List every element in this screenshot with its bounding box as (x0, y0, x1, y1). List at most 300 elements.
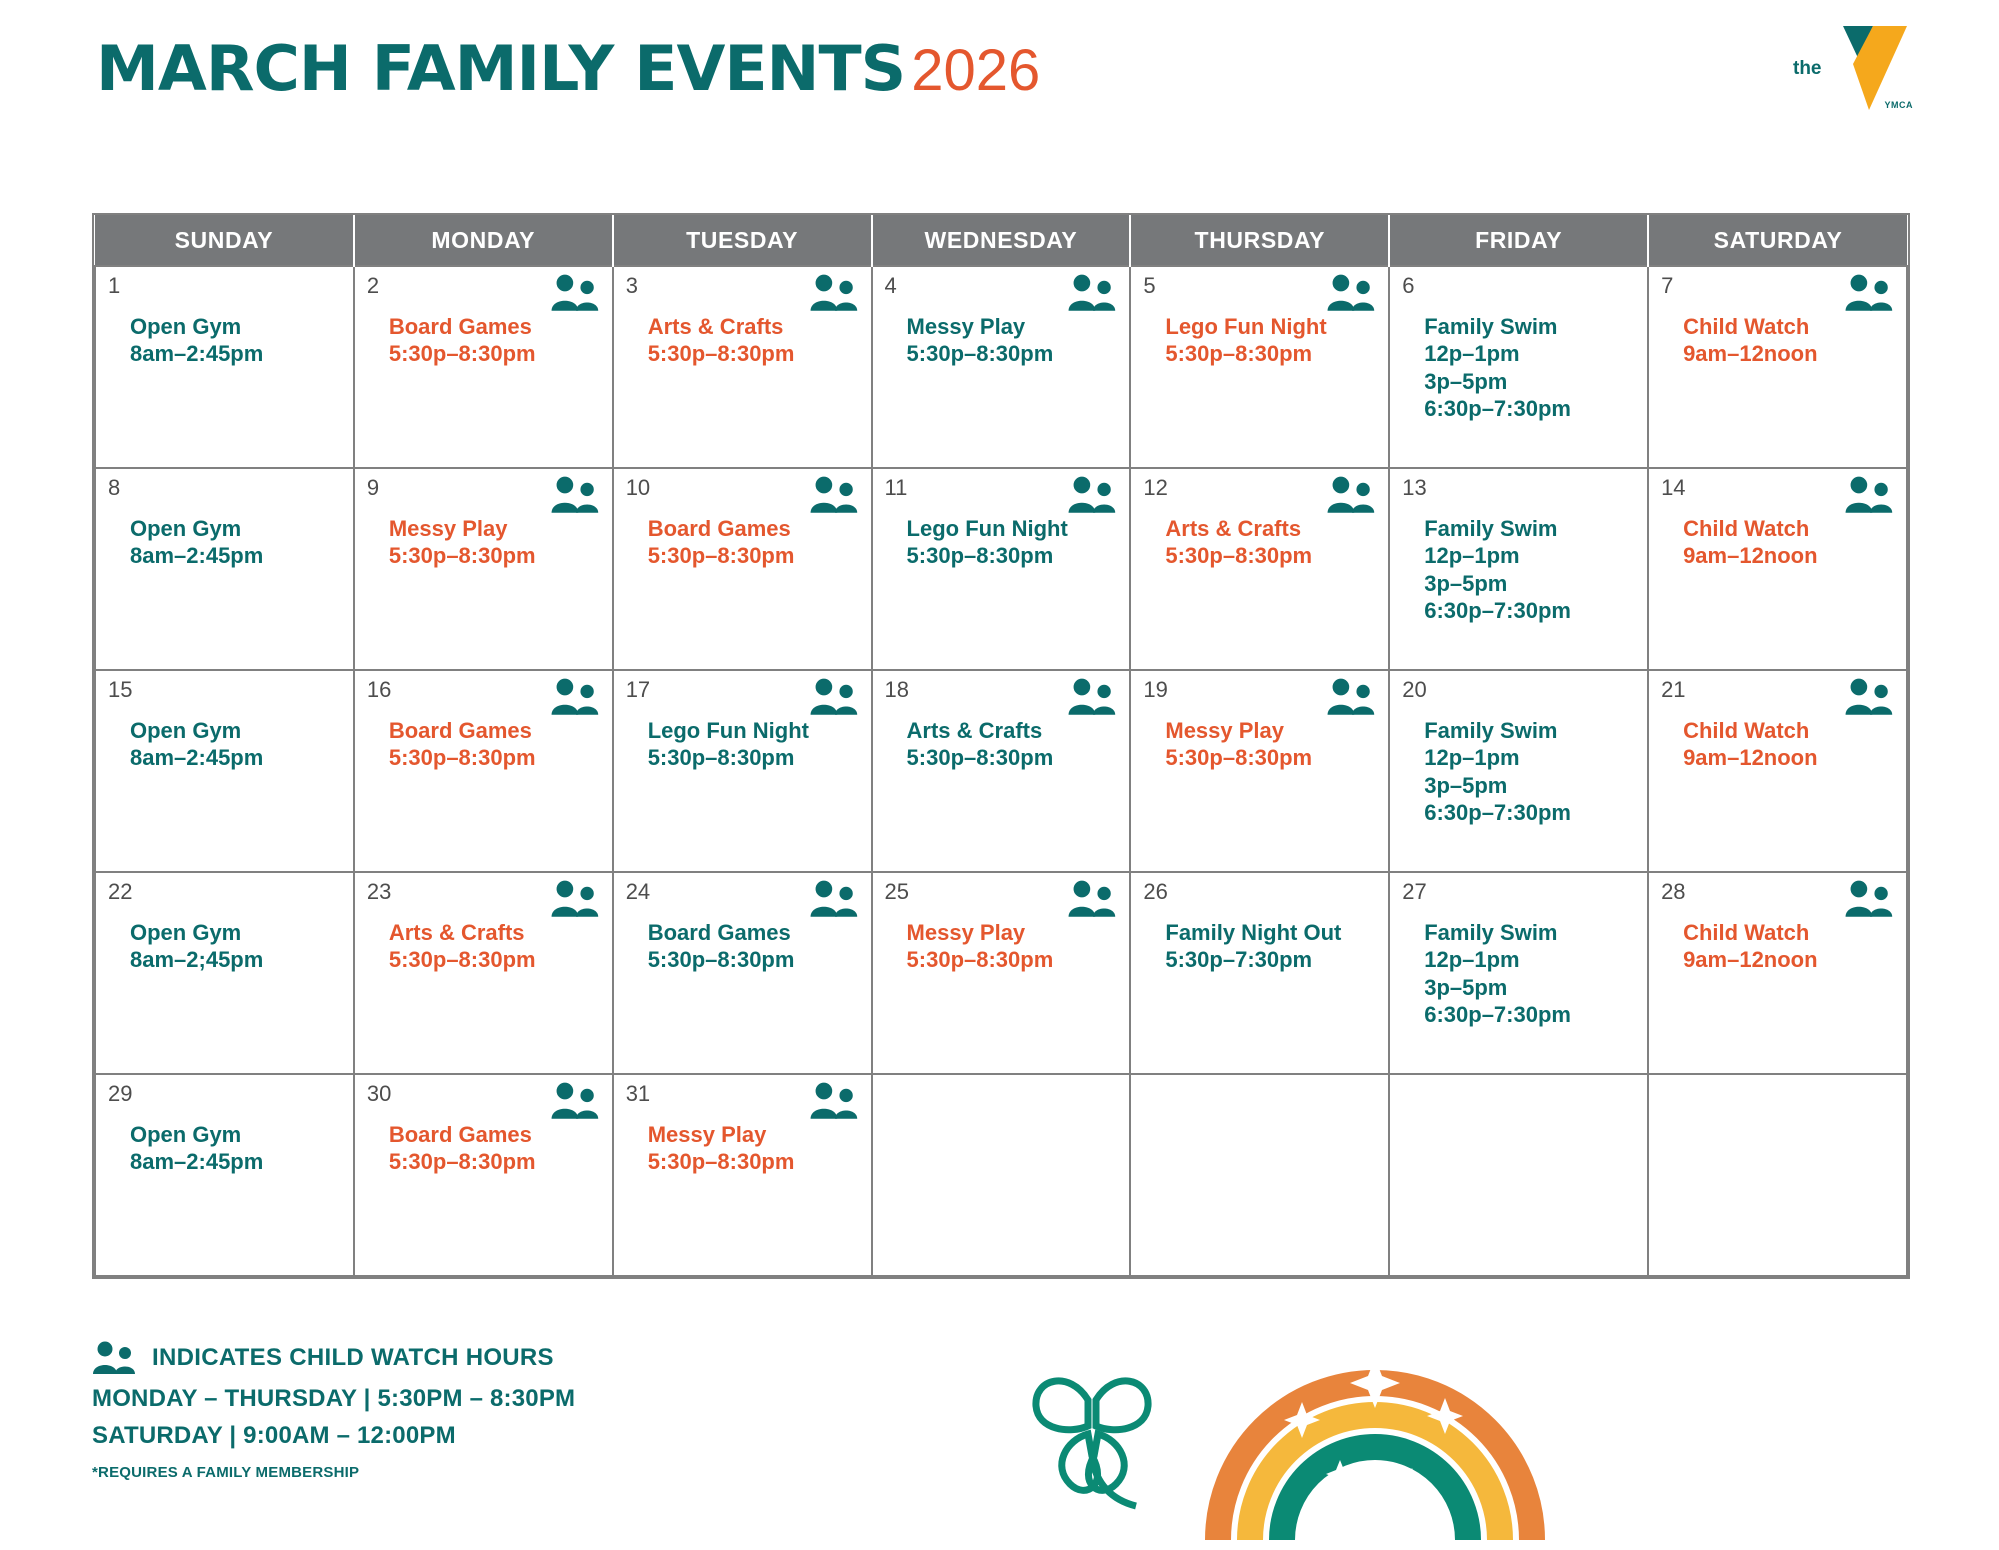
day-number: 10 (625, 475, 651, 500)
calendar-day-cell[interactable] (95, 266, 354, 468)
event-name: Messy Play (906, 314, 1026, 339)
child-watch-icon (1844, 677, 1896, 717)
event-item[interactable] (648, 1121, 859, 1176)
child-watch-indicator-icon (809, 475, 861, 515)
day-number: 21 (1661, 677, 1686, 702)
event-item[interactable] (1683, 919, 1894, 974)
day-events (1143, 313, 1376, 368)
day-number: 12 (1143, 475, 1168, 500)
calendar-day-cell[interactable] (95, 872, 354, 1074)
event-item[interactable] (648, 919, 859, 974)
day-events (885, 313, 1118, 368)
child-watch-icon (1067, 677, 1119, 717)
event-item[interactable] (130, 313, 341, 368)
day-events (1143, 515, 1376, 570)
event-time: 8am–2:45pm (130, 543, 264, 569)
weekday-wednesday: WEDNESDAY (872, 215, 1131, 266)
child-watch-icon (550, 273, 602, 313)
child-watch-icon (550, 1081, 602, 1121)
event-time: 9am–12noon (1683, 341, 1818, 367)
day-number: 3 (625, 273, 638, 298)
calendar-header-row (95, 215, 1907, 266)
event-time: 12p–1pm (1424, 745, 1520, 771)
day-events (1143, 919, 1376, 974)
day-number: 4 (884, 273, 897, 298)
day-cell-inner (1131, 1075, 1388, 1275)
day-number: 19 (1143, 677, 1168, 702)
event-time: 9am–12noon (1683, 745, 1818, 771)
event-item[interactable] (907, 515, 1118, 570)
event-item[interactable] (389, 717, 600, 772)
calendar-day-cell[interactable] (1130, 670, 1389, 872)
child-watch-indicator-icon (809, 273, 861, 313)
calendar-day-cell[interactable] (1389, 266, 1648, 468)
child-watch-icon (1326, 273, 1378, 313)
calendar-day-cell[interactable] (95, 1074, 354, 1276)
calendar-week-row (95, 670, 1907, 872)
child-watch-icon (92, 1340, 138, 1376)
event-item[interactable] (648, 313, 859, 368)
child-watch-indicator-icon (1326, 677, 1378, 717)
event-time: 5:30p–8:30pm (1165, 543, 1313, 569)
event-time: 6:30p–7:30pm (1424, 799, 1571, 825)
calendar-day-cell[interactable] (872, 670, 1131, 872)
day-number: 18 (884, 677, 910, 702)
day-number: 24 (625, 879, 651, 904)
calendar-day-cell[interactable] (1130, 1074, 1389, 1276)
event-time: 12p–1pm (1424, 341, 1520, 367)
day-events (108, 717, 341, 772)
calendar-day-cell[interactable] (1389, 670, 1648, 872)
calendar-table (94, 215, 1908, 1277)
event-name: Arts & Crafts (388, 920, 525, 945)
weekday-friday: FRIDAY (1389, 215, 1648, 266)
clover-decoration (1000, 1348, 1190, 1538)
day-number: 6 (1402, 273, 1415, 298)
event-time: 5:30p–8:30pm (647, 1149, 795, 1175)
calendar-day-cell[interactable] (1648, 670, 1907, 872)
event-time: 3p–5pm (1424, 570, 1508, 596)
event-item[interactable] (1683, 313, 1894, 368)
calendar-day-cell[interactable] (1648, 468, 1907, 670)
day-cell-inner (614, 671, 871, 871)
event-item[interactable] (389, 313, 600, 368)
day-number: 22 (108, 879, 133, 904)
event-time: 5:30p–8:30pm (388, 341, 536, 367)
event-time: 8am–2:45pm (130, 1149, 264, 1175)
event-name: Family Night Out (1165, 920, 1342, 945)
child-watch-icon (550, 879, 602, 919)
day-events (626, 515, 859, 570)
event-item[interactable] (389, 515, 600, 570)
day-cell-inner (614, 1075, 871, 1275)
day-events (108, 919, 341, 974)
day-number: 1 (108, 273, 121, 298)
child-watch-icon (550, 677, 602, 717)
event-name: Open Gym (130, 1122, 242, 1147)
day-events (367, 717, 600, 772)
event-name: Board Games (647, 920, 791, 945)
rainbow-icon (1190, 1340, 1560, 1545)
day-cell-inner (873, 671, 1130, 871)
calendar-day-cell[interactable] (1648, 266, 1907, 468)
calendar-week-row (95, 468, 1907, 670)
event-name: Child Watch (1683, 920, 1810, 945)
day-cell-inner (96, 267, 353, 467)
event-item[interactable] (907, 717, 1118, 772)
event-item[interactable] (1165, 313, 1376, 368)
child-watch-icon (809, 273, 861, 313)
day-events (1402, 717, 1635, 826)
event-time: 6:30p–7:30pm (1424, 395, 1571, 421)
child-watch-indicator-icon (809, 1081, 861, 1121)
day-events (108, 313, 341, 368)
calendar-day-cell[interactable] (95, 670, 354, 872)
day-cell-inner (873, 267, 1130, 467)
event-name: Child Watch (1683, 718, 1810, 743)
event-time: 3p–5pm (1424, 368, 1508, 394)
event-name: Messy Play (1165, 718, 1285, 743)
weekday-monday: MONDAY (354, 215, 613, 266)
calendar-day-cell[interactable] (354, 468, 613, 670)
event-time: 5:30p–7:30pm (1165, 947, 1313, 973)
day-number: 28 (1661, 879, 1686, 904)
child-watch-indicator-icon (1844, 475, 1896, 515)
calendar-day-cell[interactable] (872, 468, 1131, 670)
day-cell-inner (1131, 469, 1388, 669)
child-watch-indicator-icon (1844, 879, 1896, 919)
event-name: Board Games (388, 1122, 532, 1147)
event-item[interactable] (1165, 515, 1376, 570)
event-name: Lego Fun Night (1165, 314, 1327, 339)
event-time: 8am–2:45pm (130, 745, 264, 771)
day-cell-inner (1131, 267, 1388, 467)
calendar-day-cell[interactable] (354, 1074, 613, 1276)
day-number: 9 (366, 475, 380, 500)
child-watch-indicator-icon (550, 879, 602, 919)
event-time: 8am–2;45pm (130, 947, 264, 973)
day-number: 7 (1661, 273, 1674, 298)
child-watch-icon (1067, 475, 1119, 515)
event-time: 3p–5pm (1424, 772, 1508, 798)
calendar-day-cell[interactable] (872, 872, 1131, 1074)
event-name: Lego Fun Night (906, 516, 1068, 541)
event-item[interactable] (1424, 313, 1635, 422)
day-number: 26 (1143, 879, 1168, 904)
calendar-day-cell[interactable] (1648, 872, 1907, 1074)
day-cell-inner (96, 469, 353, 669)
day-cell-inner (614, 873, 871, 1073)
day-number: 16 (366, 677, 392, 702)
rainbow-decoration (1190, 1340, 1560, 1545)
day-number: 27 (1402, 879, 1427, 904)
ymca-logo (1795, 18, 1915, 118)
event-item[interactable] (1424, 717, 1635, 826)
clover-icon (1000, 1348, 1190, 1538)
calendar-day-cell[interactable] (613, 670, 872, 872)
day-cell-inner (1390, 469, 1647, 669)
event-time: 5:30p–8:30pm (906, 341, 1054, 367)
day-events (885, 717, 1118, 772)
day-number: 17 (625, 677, 651, 702)
day-number: 20 (1402, 677, 1427, 702)
day-events (626, 919, 859, 974)
event-name: Open Gym (130, 718, 242, 743)
calendar-day-cell[interactable] (354, 266, 613, 468)
child-watch-icon (809, 1081, 861, 1121)
day-events (1661, 919, 1894, 974)
day-number: 25 (884, 879, 910, 904)
child-watch-indicator-icon (1326, 273, 1378, 313)
event-name: Lego Fun Night (647, 718, 809, 743)
calendar-day-cell[interactable] (1648, 1074, 1907, 1276)
legend-hours-weekday: MONDAY – THURSDAY | 5:30PM – 8:30PM (92, 1385, 576, 1412)
legend-label: INDICATES CHILD WATCH HOURS (152, 1344, 554, 1371)
event-item[interactable] (1424, 515, 1635, 624)
calendar-day-cell[interactable] (354, 670, 613, 872)
event-time: 5:30p–8:30pm (647, 341, 795, 367)
day-number: 29 (108, 1081, 133, 1106)
event-name: Child Watch (1683, 516, 1810, 541)
event-name: Arts & Crafts (1165, 516, 1302, 541)
day-events (1402, 515, 1635, 624)
day-cell-inner (873, 1075, 1130, 1275)
weekday-saturday: SATURDAY (1648, 215, 1907, 266)
calendar-day-cell[interactable] (872, 1074, 1131, 1276)
child-watch-indicator-icon (1067, 879, 1119, 919)
event-name: Board Games (388, 314, 532, 339)
day-cell-inner (1131, 671, 1388, 871)
day-events (1661, 313, 1894, 368)
event-name: Board Games (647, 516, 791, 541)
day-cell-inner (355, 267, 612, 467)
calendar-day-cell[interactable] (1130, 468, 1389, 670)
event-time: 5:30p–8:30pm (647, 745, 795, 771)
event-item[interactable] (1683, 515, 1894, 570)
event-name: Open Gym (130, 920, 242, 945)
event-item[interactable] (1683, 717, 1894, 772)
calendar-day-cell[interactable] (613, 872, 872, 1074)
calendar-day-cell[interactable] (95, 468, 354, 670)
day-cell-inner (873, 469, 1130, 669)
child-watch-indicator-icon (550, 1081, 602, 1121)
event-item[interactable] (648, 717, 859, 772)
day-cell-inner (1649, 267, 1906, 467)
event-item[interactable] (1165, 717, 1376, 772)
day-events (1661, 717, 1894, 772)
day-number: 13 (1402, 475, 1427, 500)
day-cell-inner (1390, 873, 1647, 1073)
event-name: Open Gym (130, 516, 242, 541)
event-time: 5:30p–8:30pm (906, 745, 1054, 771)
day-number: 5 (1143, 273, 1156, 298)
membership-note: *REQUIRES A FAMILY MEMBERSHIP (92, 1464, 360, 1481)
day-events (108, 1121, 341, 1176)
weekday-tuesday: TUESDAY (613, 215, 872, 266)
event-time: 5:30p–8:30pm (388, 1149, 536, 1175)
day-cell-inner (1390, 671, 1647, 871)
weekday-sunday: SUNDAY (95, 215, 354, 266)
day-events (108, 515, 341, 570)
day-events (885, 515, 1118, 570)
calendar-day-cell[interactable] (1130, 266, 1389, 468)
child-watch-icon (809, 677, 861, 717)
event-item[interactable] (130, 1121, 341, 1176)
event-item[interactable] (648, 515, 859, 570)
event-item[interactable] (907, 919, 1118, 974)
child-watch-icon (809, 475, 861, 515)
day-cell-inner (614, 267, 871, 467)
calendar-week-row (95, 266, 1907, 468)
day-cell-inner (96, 1075, 353, 1275)
child-watch-icon (1067, 273, 1119, 313)
day-number: 30 (366, 1081, 392, 1106)
day-events (626, 1121, 859, 1176)
calendar-day-cell[interactable] (613, 1074, 872, 1276)
child-watch-indicator-icon (550, 273, 602, 313)
calendar-body (95, 266, 1907, 1276)
child-watch-icon (550, 475, 602, 515)
child-watch-icon (809, 879, 861, 919)
event-name: Family Swim (1424, 718, 1558, 743)
day-events (367, 515, 600, 570)
child-watch-indicator-icon (550, 475, 602, 515)
child-watch-indicator-icon (809, 677, 861, 717)
day-events (367, 919, 600, 974)
event-time: 5:30p–8:30pm (906, 947, 1054, 973)
calendar-day-cell[interactable] (1389, 872, 1648, 1074)
day-number: 11 (884, 475, 908, 500)
calendar-day-cell[interactable] (613, 266, 872, 468)
event-name: Family Swim (1424, 314, 1558, 339)
day-number: 14 (1661, 475, 1686, 500)
day-cell-inner (1649, 671, 1906, 871)
event-item[interactable] (130, 717, 341, 772)
event-name: Family Swim (1424, 516, 1558, 541)
calendar-day-cell[interactable] (354, 872, 613, 1074)
calendar-week-row (95, 872, 1907, 1074)
event-item[interactable] (1424, 919, 1635, 1028)
day-number: 8 (108, 475, 121, 500)
child-watch-icon (1067, 879, 1119, 919)
calendar-day-cell[interactable] (1389, 468, 1648, 670)
day-events (367, 1121, 600, 1176)
event-time: 5:30p–8:30pm (647, 543, 795, 569)
child-watch-indicator-icon (1326, 475, 1378, 515)
calendar (92, 213, 1910, 1279)
event-item[interactable] (907, 313, 1118, 368)
event-time: 5:30p–8:30pm (647, 947, 795, 973)
day-cell-inner (1390, 1075, 1647, 1275)
day-cell-inner (355, 671, 612, 871)
event-item[interactable] (130, 515, 341, 570)
event-time: 6:30p–7:30pm (1424, 597, 1571, 623)
event-item[interactable] (389, 919, 600, 974)
day-number: 15 (108, 677, 133, 702)
day-events (626, 717, 859, 772)
title-main: MARCH FAMILY EVENTS (96, 32, 906, 105)
day-events (1143, 717, 1376, 772)
event-name: Messy Play (906, 920, 1026, 945)
event-item[interactable] (130, 919, 341, 974)
event-name: Open Gym (130, 314, 242, 339)
child-watch-indicator-icon (809, 879, 861, 919)
day-cell-inner (873, 873, 1130, 1073)
event-item[interactable] (389, 1121, 600, 1176)
event-name: Family Swim (1424, 920, 1558, 945)
calendar-day-cell[interactable] (1389, 1074, 1648, 1276)
calendar-week-row (95, 1074, 1907, 1276)
child-watch-indicator-icon (1067, 273, 1119, 313)
day-cell-inner (614, 469, 871, 669)
child-watch-indicator-icon (550, 677, 602, 717)
day-number: 2 (366, 273, 380, 298)
day-cell-inner (96, 873, 353, 1073)
event-time: 9am–12noon (1683, 947, 1818, 973)
day-cell-inner (1390, 267, 1647, 467)
event-name: Messy Play (647, 1122, 767, 1147)
calendar-day-cell[interactable] (1130, 872, 1389, 1074)
child-watch-icon (1326, 677, 1378, 717)
event-name: Child Watch (1683, 314, 1810, 339)
footer-legend-block (92, 1340, 792, 1481)
child-watch-indicator-icon (1844, 677, 1896, 717)
event-time: 5:30p–8:30pm (388, 543, 536, 569)
event-time: 5:30p–8:30pm (388, 947, 536, 973)
page-header (96, 32, 1919, 148)
event-time: 8am–2:45pm (130, 341, 264, 367)
calendar-day-cell[interactable] (872, 266, 1131, 468)
event-name: Arts & Crafts (647, 314, 784, 339)
day-cell-inner (1131, 873, 1388, 1073)
day-cell-inner (355, 1075, 612, 1275)
day-cell-inner (355, 873, 612, 1073)
child-watch-icon (1844, 475, 1896, 515)
day-cell-inner (355, 469, 612, 669)
event-name: Messy Play (388, 516, 508, 541)
event-time: 5:30p–8:30pm (388, 745, 536, 771)
event-item[interactable] (1165, 919, 1376, 974)
child-watch-indicator-icon (1067, 677, 1119, 717)
day-cell-inner (1649, 1075, 1906, 1275)
child-watch-icon (1844, 879, 1896, 919)
event-time: 5:30p–8:30pm (1165, 341, 1313, 367)
day-events (885, 919, 1118, 974)
calendar-day-cell[interactable] (613, 468, 872, 670)
day-events (367, 313, 600, 368)
event-time: 9am–12noon (1683, 543, 1818, 569)
event-time: 12p–1pm (1424, 543, 1520, 569)
logo-ymca-text: YMCA (1884, 100, 1913, 110)
day-cell-inner (96, 671, 353, 871)
event-time: 5:30p–8:30pm (1165, 745, 1313, 771)
child-watch-indicator-icon (1067, 475, 1119, 515)
legend-hours-saturday: SATURDAY | 9:00AM – 12:00PM (92, 1422, 456, 1449)
logo-the-text: the (1793, 58, 1822, 79)
day-number: 31 (625, 1081, 651, 1106)
event-time: 6:30p–7:30pm (1424, 1001, 1571, 1027)
day-events (1402, 313, 1635, 422)
title-year: 2026 (911, 38, 1041, 103)
event-time: 3p–5pm (1424, 974, 1508, 1000)
event-time: 12p–1pm (1424, 947, 1520, 973)
day-number: 23 (366, 879, 392, 904)
day-events (1661, 515, 1894, 570)
legend-row (92, 1340, 792, 1376)
day-events (626, 313, 859, 368)
event-time: 5:30p–8:30pm (906, 543, 1054, 569)
event-name: Board Games (388, 718, 532, 743)
